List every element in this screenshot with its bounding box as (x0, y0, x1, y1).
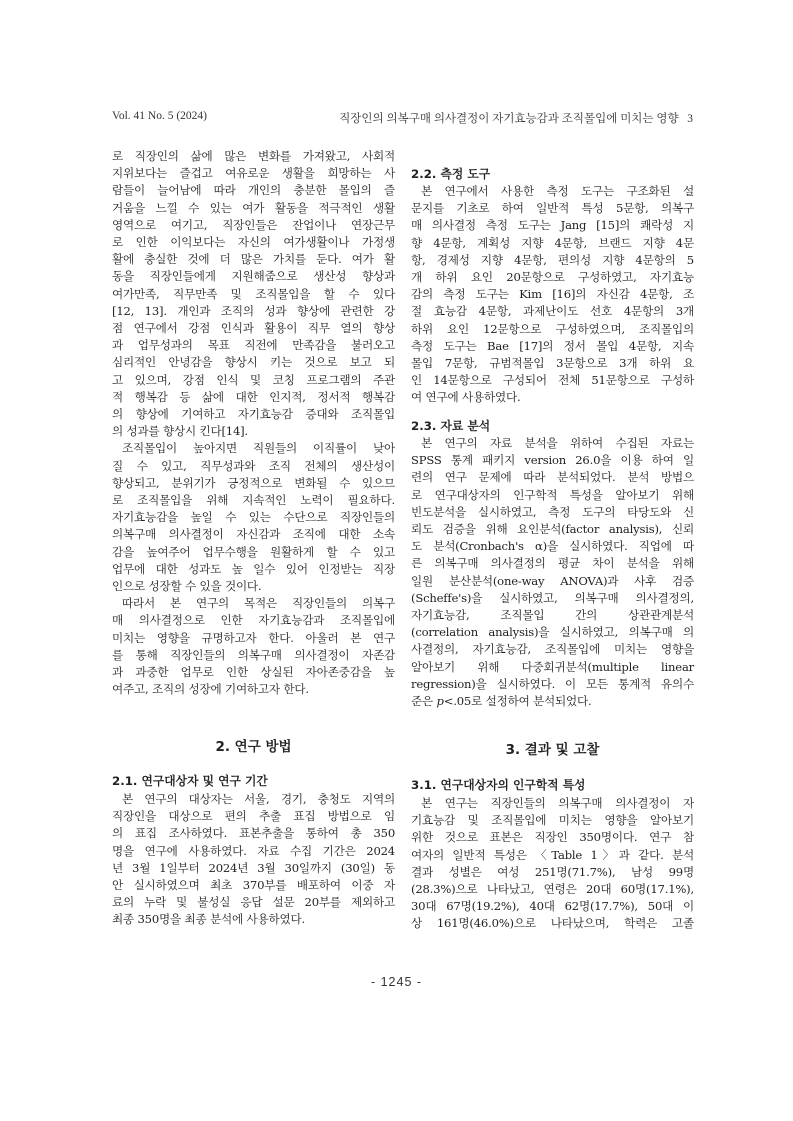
body-text-line: 따라서 본 연구의 목적은 직장인들의 의복구 (122, 596, 395, 611)
body-text-line: [12, 13]. 개인과 조직의 성과 향상에 관련한 강 (112, 303, 395, 318)
subsection-heading: 2.3. 자료 분석 (411, 419, 491, 433)
body-text-line: 안 실시하였으며 최초 370부를 배포하여 이중 자 (112, 878, 395, 892)
running-title-text: 직장인의 의복구매 의사결정이 자기효능감과 조직몰입에 미치는 영향 (339, 113, 679, 125)
body-text-line: 몰입 7문항, 규범적몰입 3문항으로 3개 하위 요 (411, 356, 694, 370)
body-text-line: 영역으로 여기고, 직장인들은 잔업이나 연장근무 (112, 217, 395, 232)
body-text-line: (Scheffe's)을 실시하였고, 의복구매 의사결정의, (411, 590, 694, 605)
body-text-line: 로 인한 이익보다는 자신의 여가생활이나 가정생 (112, 235, 395, 249)
body-text-line: 과 과중한 업무로 인한 상실된 자아존중감을 높 (112, 665, 395, 679)
body-text-line: 활에 충실한 것에 더 많은 가치를 둔다. 여가 활 (112, 252, 395, 267)
body-text-line: 지위보다는 즐겁고 여유로운 생활을 희망하는 사 (112, 166, 395, 181)
body-text-line: 로 조직몰입을 위해 지속적인 노력이 필요하다. (112, 493, 395, 507)
body-text-line: 알아보기 위해 다중회귀분석(multiple linear (411, 659, 694, 674)
body-text-line: 위한 것으로 표본은 직장인 350명이다. 연구 참 (411, 830, 694, 845)
subsection-heading: 3.1. 연구대상자의 인구학적 특성 (411, 778, 586, 792)
body-text-line: 사결정의, 자기효능감, 조직몰입에 미치는 영향을 (411, 642, 694, 657)
body-text-line: 하위 요인 12문항으로 구성하였으며, 조직몰입의 (411, 321, 694, 336)
body-text-line: 인으로 성장할 수 있을 것이다. (112, 579, 262, 593)
body-text-line: SPSS 통계 패키지 version 26.0을 이용 하여 일 (411, 453, 694, 468)
text-fragment: 준은 (411, 694, 437, 708)
body-text-line: 동을 직장인들에게 지원해줌으로 생산성 향상과 (112, 269, 395, 284)
body-text-line: 고 있으며, 강점 인식 및 코칭 프로그램의 주관 (112, 372, 395, 387)
left-column (112, 0, 395, 1121)
subsection-heading: 2.1. 연구대상자 및 연구 기간 (112, 774, 268, 788)
body-text-line: 향 4문항, 계획성 지향 4문항, 브랜드 지향 4문 (411, 235, 694, 250)
body-text-line: 매 의사결정 측정 도구는 Jang [15]의 쾌락성 지 (411, 218, 694, 233)
section-heading: 3. 결과 및 고찰 (505, 742, 600, 758)
body-text-line: 련의 연구 문제에 따라 분석되었다. 분석 방법으 (411, 470, 694, 485)
body-text-line: 매 의사결정으로 인한 자기효능감과 조직몰입에 (112, 613, 395, 628)
body-text-line: 도 분석(Cronbach's α)을 실시하였다. 직업에 따 (411, 539, 694, 554)
body-text-line: 람들이 늘어남에 따라 개인의 충분한 몰입의 즐 (112, 183, 395, 198)
body-text-line: 뢰도 검증을 위해 요인분석(factor analysis), 신뢰 (411, 522, 694, 536)
body-text-line: 절 효능감 4문항, 과제난이도 선호 4문항의 3개 (411, 304, 694, 319)
body-text-line: 향상되고, 분위기가 긍정적으로 변화될 수 있으므 (112, 475, 395, 490)
body-text-line: 직장인을 대상으로 편의 추출 표집 방법으로 임 (112, 809, 395, 824)
body-text-line: 로 직장인의 삶에 많은 변화를 가져왔고, 사회적 (112, 149, 395, 163)
body-text-line: 여자의 일반적 특성은 〈Table 1〉과 같다. 분석 (411, 847, 694, 862)
body-text-line: 과 업무성과의 목표 직전에 만족감을 불러오고 (112, 338, 395, 353)
body-text-line: 조직몰입이 높아지면 직원들의 이직률이 낮아 (122, 441, 395, 456)
article-page-number: 3 (687, 113, 693, 125)
body-text-line: 여주고, 조직의 성장에 기여하고자 한다. (112, 682, 309, 697)
body-text-line: 른 의복구매 의사결정의 평균 차이 분석을 위해 (411, 556, 694, 571)
body-text-line: 측정 도구는 Bae [17]의 정서 몰입 4문항, 지속 (411, 338, 694, 353)
body-text-line: regression)을 실시하였다. 이 모든 통계적 유의수 (411, 676, 694, 691)
body-text-line: 기효능감 및 조직몰입에 미치는 영향을 알아보기 (411, 813, 694, 828)
body-text-line: 업무에 대한 성과도 높 일수 있어 인정받는 직장 (112, 561, 395, 576)
body-text-line (411, 693, 694, 710)
body-text-line: 질 수 있고, 직무성과와 조직 전체의 생산성이 (112, 458, 395, 473)
right-column (411, 0, 694, 1121)
body-text-line: 년 3월 1일부터 2024년 3월 30일까지 (30일) 동 (112, 860, 395, 875)
body-text-line: 거움을 느낄 수 있는 여가 활동을 적극적인 생활 (112, 200, 395, 215)
body-text-line: 심리적인 안녕감을 향상시 키는 것으로 보고 되 (112, 355, 395, 370)
body-text-line: 항, 경제성 지향 4문항, 편의성 지향 4문항의 5 (411, 252, 694, 267)
body-text-line: 상 161명(46.0%)으로 나타났으며, 학력은 고졸 (411, 916, 694, 931)
body-text-line: 30대 67명(19.2%), 40대 62명(17.7%), 50대 이 (411, 899, 694, 914)
body-text-line: 최종 350명을 최종 분석에 사용하였다. (112, 912, 305, 927)
body-text-line: 점 연구에서 강점 인식과 활용이 직무 열의 향상 (112, 321, 395, 335)
body-text-line: 여가만족, 직무만족 및 조직몰입을 할 수 있다 (112, 286, 395, 301)
body-text-line: 자기효능감을 높일 수 있는 수단으로 직장인들의 (112, 510, 395, 525)
body-text-line: (28.3%)으로 나타났고, 연령은 20대 60명(17.1%), (411, 882, 694, 896)
body-text-line: 료의 누락 및 불성실 응답 설문 20부를 제외하고 (112, 895, 395, 910)
body-text-line: 개 하위 요인 20문항으로 구성하였고, 자기효능 (411, 270, 694, 284)
body-text-line: 자기효능감, 조직몰입 간의 상관관계분석 (411, 608, 694, 622)
text-fragment: <.05로 설정하여 분석되었다. (443, 694, 592, 708)
body-text-line: 의 표집 조사하였다. 표본추출을 통하여 총 350 (112, 826, 395, 841)
body-text-line: 를 통해 직장인들의 의복구매 의사결정이 자존감 (112, 647, 395, 662)
body-text-line: 로 연구대상자의 인구학적 특성을 알아보기 위해 (411, 487, 694, 502)
body-text-line: 본 연구의 대상자는 서울, 경기, 충청도 지역의 (122, 792, 395, 806)
body-text-line: 여 연구에 사용하였다. (411, 390, 521, 405)
body-text-line: 본 연구의 자료 분석을 위하여 수집된 자료는 (421, 436, 694, 450)
body-text-line: 명을 연구에 사용하였다. 자료 수집 기간은 2024 (112, 843, 395, 858)
body-text-line: 적 행복감 등 삶에 대한 인지적, 정서적 행복감 (112, 389, 395, 404)
section-heading: 2. 연구 방법 (215, 739, 292, 755)
p-value-symbol: p (436, 694, 444, 708)
journal-volume: Vol. 41 No. 5 (2024) (112, 110, 207, 122)
body-text-line: 빈도분석을 실시하였고, 측정 도구의 타당도와 신 (411, 504, 694, 519)
body-text-line: 의 성과를 향상시 킨다[14]. (112, 424, 248, 439)
body-text-line: 의 향상에 기여하고 자기효능감 증대와 조직몰입 (112, 407, 395, 421)
body-text-line: 미치는 영향을 규명하고자 한다. 아울러 본 연구 (112, 630, 395, 645)
body-text-line: 일원 분산분석(one-way ANOVA)과 사후 검증 (411, 573, 694, 588)
body-text-line: 문지를 기초로 하여 일반적 특성 5문항, 의복구 (411, 201, 694, 216)
body-text-line: 감의 측정 도구는 Kim [16]의 자신감 4문항, 조 (411, 287, 694, 302)
page-number: - 1245 - (370, 975, 423, 989)
body-text-line: 본 연구는 직장인들의 의복구매 의사결정이 자 (421, 796, 694, 810)
subsection-heading: 2.2. 측정 도구 (411, 167, 491, 181)
body-text-line: 의복구매 의사결정이 자신감과 조직에 대한 소속 (112, 527, 395, 542)
body-text-line: 인 14문항으로 구성되어 전체 51문항으로 구성하 (411, 373, 694, 388)
body-text-line: 결과 성별은 여성 251명(71.7%), 남성 99명 (411, 864, 694, 879)
body-text-line: 본 연구에서 사용한 측정 도구는 구조화된 설 (421, 184, 694, 198)
body-text-line: (correlation analysis)을 실시하였고, 의복구매 의 (411, 625, 694, 640)
body-text-line: 감을 높여주어 업무수행을 원활하게 할 수 있고 (112, 544, 395, 559)
